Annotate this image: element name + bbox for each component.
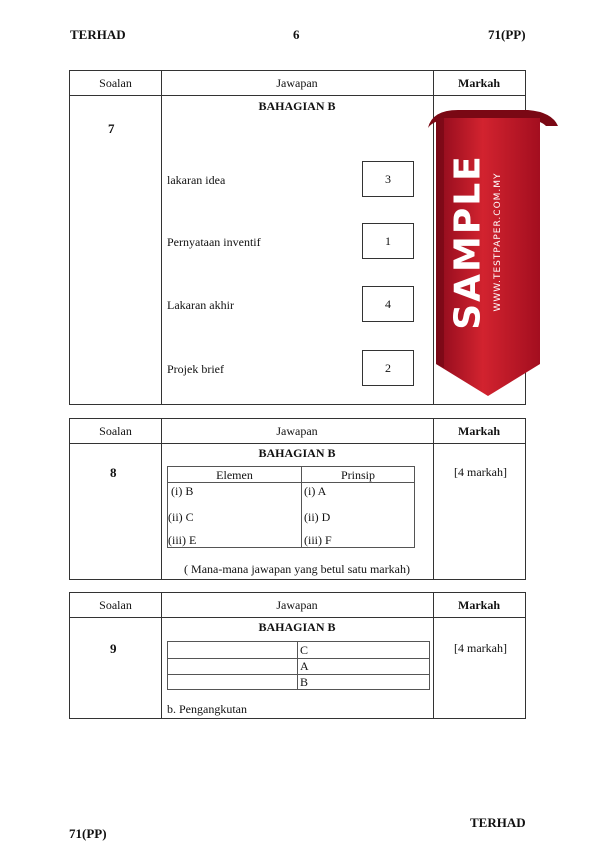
item-label: lakaran idea: [167, 173, 226, 187]
question-8-table: [69, 418, 526, 580]
col-elemen: Elemen: [216, 468, 253, 482]
section-title: BAHAGIAN B: [258, 620, 336, 634]
footer-right: TERHAD: [470, 815, 526, 830]
section-title: BAHAGIAN B: [258, 446, 336, 460]
table-header-row: [70, 593, 525, 618]
answer-cell: A: [300, 659, 309, 673]
col-jawapan: Jawapan: [276, 598, 318, 612]
answer-table: [167, 641, 430, 690]
elemen-cell: (i) B: [171, 484, 194, 498]
question-number: 7: [108, 121, 115, 136]
col-markah: Markah: [458, 424, 500, 438]
section-title: BAHAGIAN B: [258, 99, 336, 113]
answer-cell: B: [300, 675, 309, 689]
watermark-url-text: WWW.TESTPAPER.COM.MY: [493, 172, 503, 312]
col-soalan: Soalan: [99, 424, 132, 438]
col-jawapan: Jawapan: [276, 76, 318, 90]
footer-answer-text: b. Pengangkutan: [167, 702, 247, 716]
marks-label: [4 markah]: [454, 641, 507, 655]
marks-label: [4 markah]: [454, 465, 507, 479]
item-label: Pernyataan inventif: [167, 235, 261, 249]
answer-box: 4: [362, 286, 414, 322]
question-9-table: [69, 592, 526, 719]
answer-box: 3: [362, 161, 414, 197]
table-header-row: [70, 419, 525, 444]
note-text: ( Mana-mana jawapan yang betul satu markah): [184, 562, 410, 576]
col-markah: Markah: [458, 598, 500, 612]
answer-box: 1: [362, 223, 414, 259]
col-soalan: Soalan: [99, 76, 132, 90]
page-number: 6: [293, 27, 300, 42]
elemen-cell: (iii) E: [168, 533, 197, 547]
col-markah: Markah: [458, 76, 500, 90]
footer-left: 71(PP): [69, 826, 107, 841]
element-principle-table: [167, 466, 415, 548]
item-label: Lakaran akhir: [167, 298, 234, 312]
sample-watermark: [418, 106, 558, 406]
elemen-cell: (ii) C: [168, 510, 194, 524]
watermark-main-text: SAMPLE: [447, 154, 489, 330]
prinsip-cell: (ii) D: [304, 510, 331, 524]
answer-box: 2: [362, 350, 414, 386]
header-right: 71(PP): [488, 27, 526, 42]
question-number: 9: [110, 641, 117, 656]
prinsip-cell: (i) A: [304, 484, 327, 498]
col-soalan: Soalan: [99, 598, 132, 612]
col-jawapan: Jawapan: [276, 424, 318, 438]
col-prinsip: Prinsip: [340, 468, 375, 482]
answer-cell: C: [300, 643, 309, 657]
question-number: 8: [110, 465, 117, 480]
table-header-row: [70, 71, 525, 96]
header-left: TERHAD: [70, 27, 126, 42]
item-label: Projek brief: [167, 362, 224, 376]
prinsip-cell: (iii) F: [304, 533, 332, 547]
